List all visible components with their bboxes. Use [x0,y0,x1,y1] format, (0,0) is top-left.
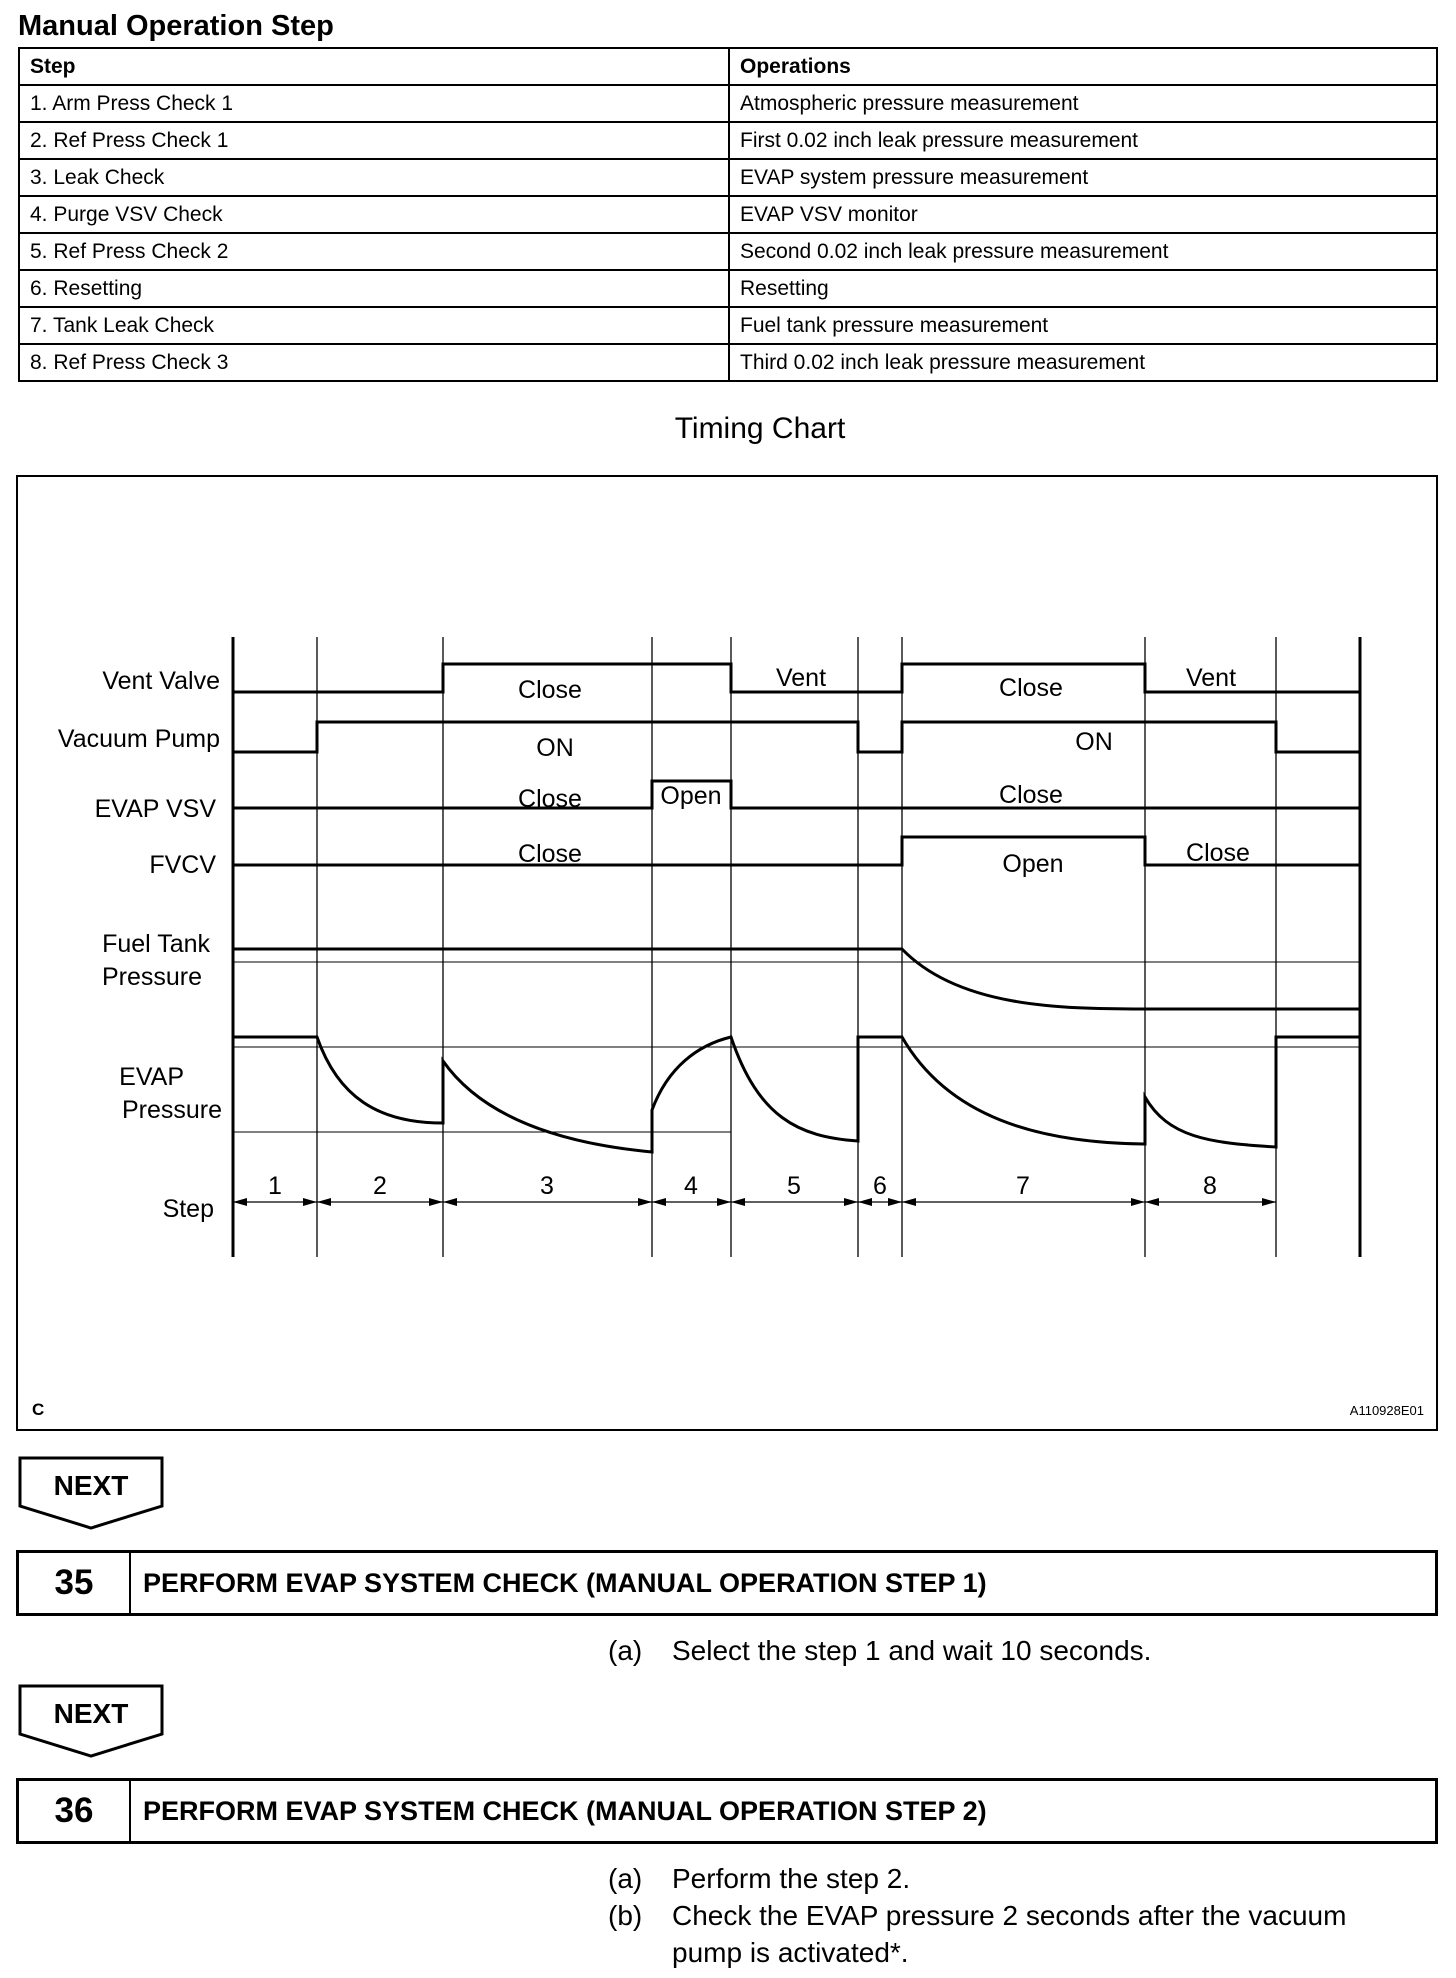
operation-cell: Second 0.02 inch leak pressure measurement [729,233,1437,270]
step-number: 35 [19,1553,131,1613]
fvcv-close-label: Close [518,840,582,868]
arrowhead-right [638,1198,652,1206]
table-row [19,233,1437,270]
step-number: 36 [19,1781,131,1841]
vent-vent-label: Vent [1185,664,1237,692]
step-cell: 4. Purge VSV Check [19,196,729,233]
step-number: 1 [268,1172,282,1200]
fvcv-close-label: Close [1186,839,1250,867]
step-number: 6 [873,1172,887,1200]
vent-close-label: Close [999,674,1063,702]
vent-vent-label: Vent [775,664,827,692]
instruction-label: (b) [608,1900,643,1931]
next-label: NEXT [53,1470,129,1501]
table-header-row [19,48,1437,85]
instruction-text: Select the step 1 and wait 10 seconds. [672,1635,1152,1666]
evap-vsv-waveform [233,781,1360,808]
step-cell: 6. Resetting [19,270,729,307]
table-row [19,344,1437,381]
step-cell: 5. Ref Press Check 2 [19,233,729,270]
instruction-item [608,1632,1151,1669]
instruction-text: Perform the step 2. [672,1863,911,1894]
table-row [19,85,1437,122]
operation-cell: Atmospheric pressure measurement [729,85,1437,122]
step-dividers [317,637,1276,1257]
arrowhead-right [1262,1198,1276,1206]
label-evap-pressure-2: Pressure [121,1096,222,1124]
section-title: Manual Operation Step [18,10,334,42]
instruction-label: (a) [608,1635,643,1666]
instruction-item [608,1860,1346,1897]
next-arrow-icon [18,1684,164,1758]
arrowhead-left [443,1198,457,1206]
arrowhead-right [844,1198,858,1206]
operation-cell: Fuel tank pressure measurement [729,307,1437,344]
vsv-close-label: Close [518,785,582,813]
column-header-operations: Operations [729,48,1437,85]
procedure-step-header [16,1778,1438,1844]
label-evap-vsv: EVAP VSV [94,795,216,823]
timing-chart-title: Timing Chart [674,412,846,445]
label-vent-valve: Vent Valve [102,667,220,695]
instruction-continuation: pump is activated*. [672,1937,909,1968]
waveforms [233,664,1360,1152]
arrowhead-right [888,1198,902,1206]
next-button[interactable] [18,1684,164,1758]
step-cell: 7. Tank Leak Check [19,307,729,344]
next-button[interactable] [18,1456,164,1530]
arrowhead-left [317,1198,331,1206]
evap-pressure-waveform [233,1037,1360,1152]
operation-cell: Third 0.02 inch leak pressure measurement [729,344,1437,381]
step-number: 5 [787,1172,801,1200]
next-arrow-icon [18,1456,164,1530]
step-number: 4 [684,1172,698,1200]
step-cell: 8. Ref Press Check 3 [19,344,729,381]
step-number: 3 [540,1172,554,1200]
vsv-close-label: Close [999,781,1063,809]
step-cell: 1. Arm Press Check 1 [19,85,729,122]
table-row [19,307,1437,344]
instruction-label: (a) [608,1863,643,1894]
label-evap-pressure-1: EVAP [119,1063,184,1091]
arrowhead-right [1131,1198,1145,1206]
operation-cell: First 0.02 inch leak pressure measurement [729,122,1437,159]
step-number: 2 [373,1172,387,1200]
operation-cell: Resetting [729,270,1437,307]
arrowhead-left [858,1198,872,1206]
label-fuel-tank-pressure-2: Pressure [101,963,202,991]
label-step: Step [162,1195,214,1223]
label-fvcv: FVCV [149,851,216,879]
instruction-text: Check the EVAP pressure 2 seconds after the vacuum [672,1900,1347,1931]
table-row [19,196,1437,233]
procedure-step-header [16,1550,1438,1616]
reference-lines [233,962,1360,1132]
label-fuel-tank-pressure-1: Fuel Tank [102,930,210,958]
vacuum-pump-waveform [233,722,1360,752]
instruction-item [608,1897,1346,1934]
step-cell: 2. Ref Press Check 1 [19,122,729,159]
figure-corner-letter: C [32,1400,45,1419]
operation-cell: EVAP system pressure measurement [729,159,1437,196]
arrowhead-left [902,1198,916,1206]
step-number: 8 [1203,1172,1217,1200]
manual-operation-table [18,47,1438,382]
arrowhead-left [652,1198,666,1206]
table-row [19,270,1437,307]
arrowhead-left [233,1198,247,1206]
arrowhead-right [303,1198,317,1206]
vent-close-label: Close [518,676,582,704]
label-vacuum-pump: Vacuum Pump [57,725,220,753]
instruction-list [608,1632,1151,1669]
step-title: PERFORM EVAP SYSTEM CHECK (MANUAL OPERATION STEP 2) [143,1795,987,1826]
step-title: PERFORM EVAP SYSTEM CHECK (MANUAL OPERATION STEP 1) [143,1567,987,1598]
table-row [19,122,1437,159]
figure-id: A110928E01 [1349,1403,1424,1418]
column-header-step: Step [19,48,729,85]
arrowhead-right [717,1198,731,1206]
arrowhead-left [731,1198,745,1206]
vsv-open-label: Open [660,782,722,810]
arrowhead-left [1145,1198,1159,1206]
fvcv-open-label: Open [1002,850,1064,878]
pump-on-label: ON [1075,728,1113,756]
table-row [19,159,1437,196]
step-cell: 3. Leak Check [19,159,729,196]
operation-cell: EVAP VSV monitor [729,196,1437,233]
step-number: 7 [1016,1172,1030,1200]
next-label: NEXT [53,1698,129,1729]
arrowhead-right [429,1198,443,1206]
instruction-list [608,1860,1346,1971]
timing-chart [16,475,1438,1431]
timing-chart-svg [18,477,1436,1429]
fuel-tank-pressure-waveform [233,949,1360,1009]
pump-on-label: ON [536,734,574,762]
